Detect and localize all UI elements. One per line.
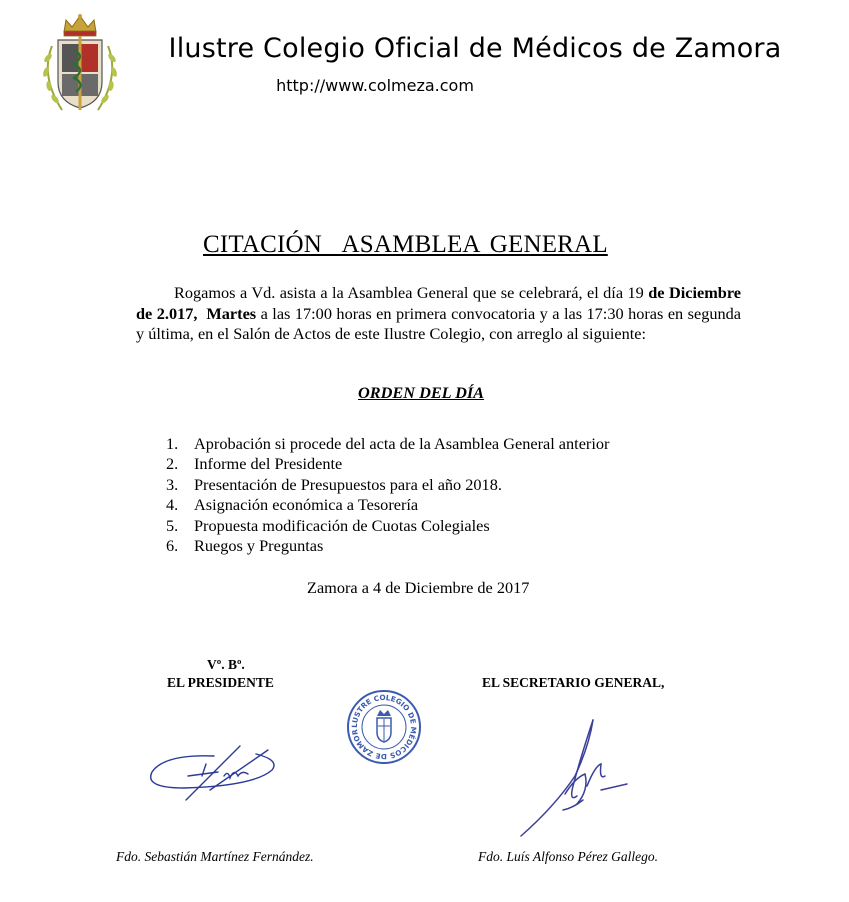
item-number: 2. [166,454,179,474]
item-text: Asignación económica a Tesorería [194,495,419,515]
official-stamp-icon [345,688,423,766]
item-text: Presentación de Presupuestos para el año 2018. [194,474,502,494]
list-item [166,454,609,474]
intro-text-3: a las 17:00 horas en primera convocatoria y a las 17:30 horas en segunda y última, en el Salón de Actos de este Ilustre Colegio, con arreglo al siguiente: [136,303,742,343]
secretary-title: EL SECRETARIO GENERAL, [482,675,665,690]
website-url[interactable]: http://www.colmeza.com [276,76,474,95]
coat-of-arms-icon [36,10,124,118]
item-number: 5. [166,515,179,535]
item-text: Ruegos y Preguntas [194,535,324,555]
intro-weekday: Martes [206,303,257,323]
organization-name: Ilustre Colegio Oficial de Médicos de Zamora [168,33,782,64]
list-item [166,536,609,556]
item-number: 1. [166,434,179,453]
secretary-name: Fdo. Luís Alfonso Pérez Gallego. [478,849,658,864]
approval-mark: Vº. Bº. [207,657,245,672]
president-signature-icon [144,742,280,804]
agenda-heading: ORDEN DEL DÍA [358,383,485,402]
place-and-date: Zamora a 4 de Diciembre de 2017 [307,578,530,597]
intro-paragraph [136,283,741,345]
list-item [166,516,609,536]
item-number: 6. [166,535,179,555]
intro-date: de Diciembre de 2.017, [136,283,741,323]
list-item [166,475,609,495]
secretary-signature-icon [515,716,633,840]
item-text: Aprobación si procede del acta de la Asamblea General anterior [194,434,610,453]
list-item [166,434,609,454]
item-text: Informe del Presidente [194,454,343,474]
intro-text-1: Rogamos a Vd. asista a la Asamblea General que se celebrará, el día 19 [174,283,649,302]
svg-text:ILUSTRE COLEGIO DE MÉDICOS DE: LUSTRE COLEGIO DE MÉDICOS DE ZAMOR [349,692,419,762]
agenda-list [166,434,609,556]
document-title: CITACIÓN ASAMBLEA GENERAL [203,231,608,258]
item-number: 3. [166,474,179,494]
president-name: Fdo. Sebastián Martínez Fernández. [116,849,314,864]
item-number: 4. [166,495,179,515]
item-text: Propuesta modificación de Cuotas Colegiales [194,515,490,535]
president-title: EL PRESIDENTE [167,675,274,690]
list-item [166,495,609,515]
